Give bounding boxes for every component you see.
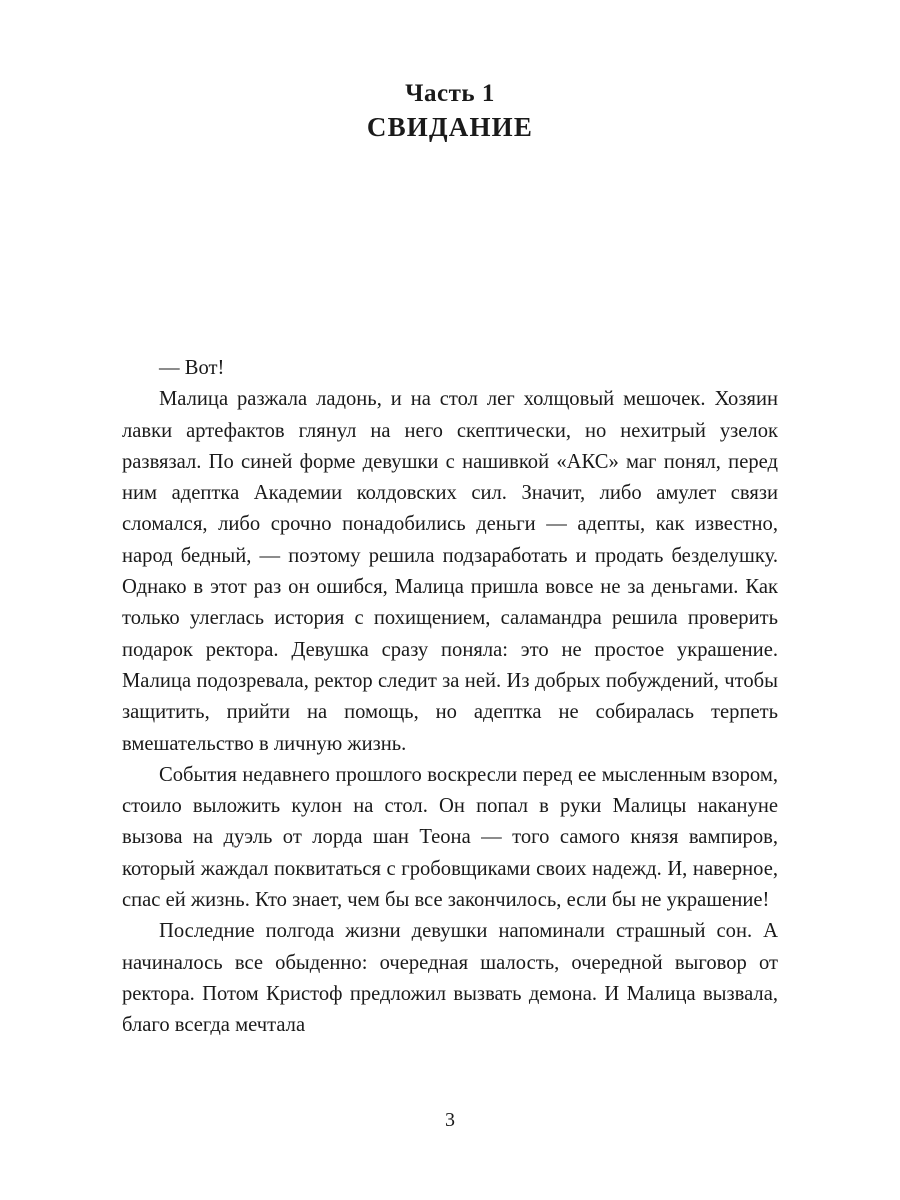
paragraph: События недавнего прошлого воскресли перед ее мысленным взором, стоило выложить кулон на стол. Он попал в руки Малицы накануне вызова на дуэль от лорда шан Теона — того самого князя вампиров, который жаждал поквитаться с гробовщиками своих надежд. И, наверное, спас ей жизнь. Кто знает, чем бы все закончилось, если бы не украшение! [122,763,778,912]
paragraph-dialogue: — Вот! [159,357,225,379]
paragraph: Малица разжала ладонь, и на стол лег холщовый мешочек. Хозяин лавки артефактов глянул на него скептически, но нехитрый узелок развязал. По синей форме девушки с нашивкой «АКС» маг понял, перед ним адептка Академии колдовских сил. Значит, либо амулет связи сломался, либо срочно понадобились деньги — адепты, как известно, народ бедный, — поэтому решила подзаработать и продать безделушку. Однако в этот раз он ошибся, Малица пришла вовсе не за деньгами. Как только улеглась история с похищением, саламандра решила проверить подарок ректора. Девушка сразу поняла: это не простое украшение. Малица подозревала, ректор следит за ней. Из добрых побуждений, чтобы защитить, прийти на помощь, но адептка не собиралась терпеть вмешательство в личную жизнь. [122,388,778,755]
paragraph: Последние полгода жизни девушки напоминали страшный сон. А начиналось все обыденно: очередная шалость, очередной выговор от ректора. Потом Кристоф предложил вызвать демона. И Малица вызвала, благо всегда мечтала [122,920,778,1037]
body-text [122,353,778,1042]
page-number: 3 [445,1109,455,1131]
part-number: Часть 1 [405,80,495,107]
part-title: СВИДАНИЕ [366,112,534,143]
page-title [122,78,778,145]
